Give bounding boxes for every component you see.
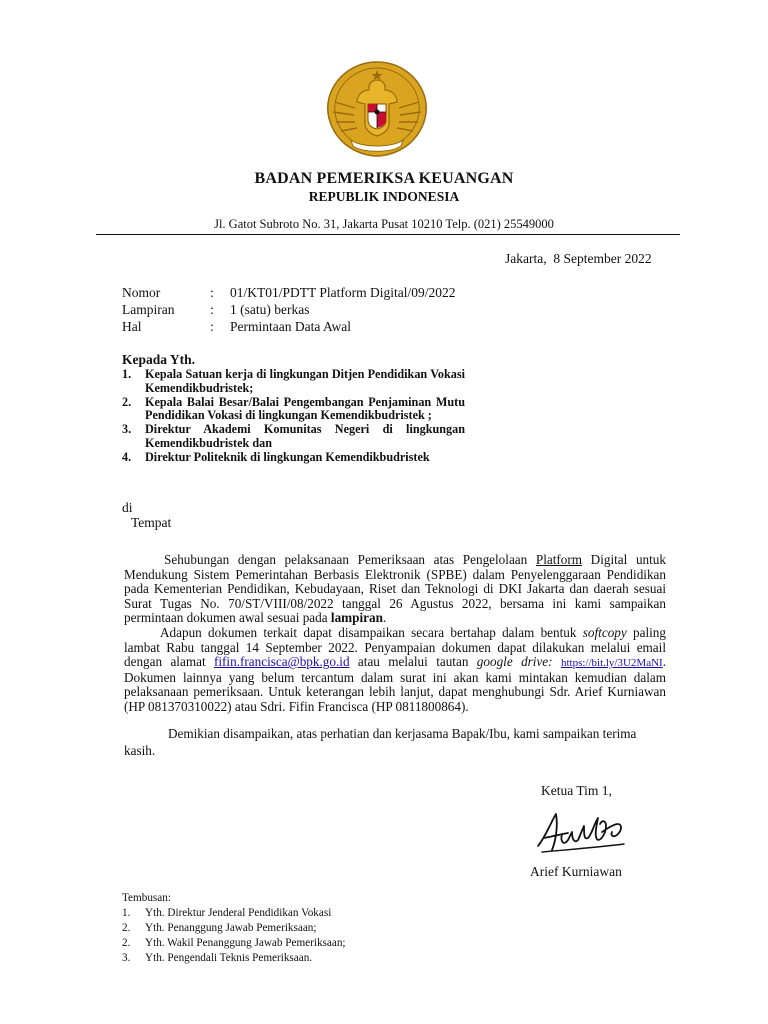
- list-item-text: Yth. Penanggung Jawab Pemeriksaan;: [145, 922, 317, 934]
- list-item-text: Yth. Direktur Jenderal Pendidikan Vokasi: [145, 907, 332, 919]
- closing-paragraph: Demikian disampaikan, atas perhatian dan kerjasama Bapak/Ibu, kami sampaikan terima kasih.: [124, 725, 637, 758]
- list-item-number: 2.: [122, 937, 131, 949]
- body-text-italic: google drive:: [476, 654, 553, 670]
- org-address: Jl. Gatot Subroto No. 31, Jakarta Pusat 10210 Telp. (021) 25549000: [214, 217, 554, 231]
- list-item-text: Yth. Pengendali Teknis Pemeriksaan.: [145, 952, 313, 964]
- meta-value: 01/KT01/PDTT Platform Digital/09/2022: [230, 285, 456, 300]
- letter-date: Jakarta, 8 September 2022: [505, 251, 652, 266]
- list-item-text: Yth. Wakil Penanggung Jawab Pemeriksaan;: [145, 937, 346, 949]
- cc-heading: Tembusan:: [122, 892, 171, 904]
- handwritten-signature-icon: [532, 806, 632, 864]
- meta-sep: :: [210, 285, 214, 300]
- addressee-heading: Kepada Yth.: [122, 352, 196, 367]
- garuda-emblem-icon: [321, 58, 433, 166]
- list-item: [122, 921, 346, 936]
- list-item-number: 4.: [122, 449, 132, 464]
- signatory-title: Ketua Tim 1,: [541, 783, 612, 798]
- addressee-list: [122, 368, 465, 465]
- meta-key: Nomor: [122, 285, 161, 300]
- body-text: Sehubungan dengan pelaksanaan Pemeriksaan atas Pengelolaan: [164, 552, 536, 567]
- list-item-number: 3.: [122, 952, 131, 964]
- meta-key: Hal: [122, 319, 142, 334]
- cc-list: [122, 891, 346, 966]
- body-text: Adapun dokumen terkait dapat disampaikan secara bertahap dalam bentuk: [160, 624, 583, 640]
- list-item-text: Direktur Politeknik di lingkungan Kemendikbudristek: [145, 449, 430, 464]
- meta-key: Lampiran: [122, 302, 175, 317]
- list-item-number: 3.: [122, 422, 132, 437]
- list-item-text: Kepala Balai Besar/Balai Pengembangan Penjaminan Mutu Pendidikan Vokasi di lingkungan Kemendikbudristek ;: [145, 394, 465, 423]
- list-item: [122, 906, 346, 921]
- body-text: [553, 654, 561, 669]
- body-text-underlined: Platform: [535, 552, 583, 567]
- body-paragraph-2: [124, 626, 666, 715]
- list-item-number: 2.: [122, 394, 132, 409]
- meta-sep: :: [210, 319, 214, 334]
- body-text-bold: lampiran: [330, 610, 383, 626]
- email-link[interactable]: fifin.francisca@bpk.go.id: [213, 654, 350, 670]
- org-subtitle: REPUBLIK INDONESIA: [308, 189, 460, 204]
- addressee-tempat: Tempat: [131, 515, 172, 530]
- org-name: BADAN PEMERIKSA KEUANGAN: [254, 170, 514, 187]
- signatory-name: Arief Kurniawan: [530, 864, 622, 879]
- body-text: .: [382, 610, 387, 626]
- body-text: paling lambat Rabu tanggal 14 September 2022. Penyampaian dokumen dapat dilakukan melalui email dengan alamat: [124, 624, 666, 670]
- letter-body: [124, 553, 666, 759]
- body-text: . Dokumen lainnya yang belum tercantum dalam surat ini akan kami mintakan kemudian dalam pelaksanaan pemeriksaan. Untuk keterangan lebih lanjut, dapat menghubungi Sdr. Arief Kurniawan (HP 081370310022) atau Sdri. Fifin Francisca (HP 0811800864).: [124, 654, 666, 714]
- list-item-text: Direktur Akademi Komunitas Negeri di lingkungan Kemendikbudristek dan: [145, 422, 465, 450]
- addressee-di: di: [122, 500, 133, 515]
- list-item-number: 1.: [122, 367, 132, 381]
- gdrive-link[interactable]: https://bit.ly/3U2MaNI: [560, 657, 663, 670]
- letterhead-divider: [96, 234, 680, 235]
- list-item: [122, 451, 465, 465]
- list-item: [122, 396, 465, 424]
- body-text: atau melalui tautan: [349, 654, 477, 670]
- list-item-text: Kepala Satuan kerja di lingkungan Ditjen Pendidikan Vokasi Kemendikbudristek;: [145, 367, 465, 395]
- meta-value: 1 (satu) berkas: [230, 302, 310, 317]
- list-item: [122, 423, 465, 451]
- list-item: [122, 951, 346, 966]
- list-item-number: 1.: [122, 907, 131, 919]
- meta-sep: :: [210, 302, 214, 317]
- body-text-italic: softcopy: [582, 624, 627, 640]
- meta-value: Permintaan Data Awal: [230, 319, 351, 334]
- list-item-number: 2.: [122, 922, 131, 934]
- list-item: [122, 936, 346, 951]
- list-item: [122, 368, 465, 396]
- body-paragraph-1: [124, 553, 666, 626]
- body-text: Digital untuk Mendukung Sistem Pemerintahan Berbasis Elektronik (SPBE) dalam Penyelenggaraan Pendidikan pada Kementerian Pendidikan, Kebudayaan, Riset dan Teknologi di DKI Jakarta dan daerah sesuai Surat Tugas No. 70/ST/VIII/08/2022 tanggal 26 Agustus 2022, bersama ini kami sampaikan permintaan dokumen awal sesuai pada: [124, 552, 666, 626]
